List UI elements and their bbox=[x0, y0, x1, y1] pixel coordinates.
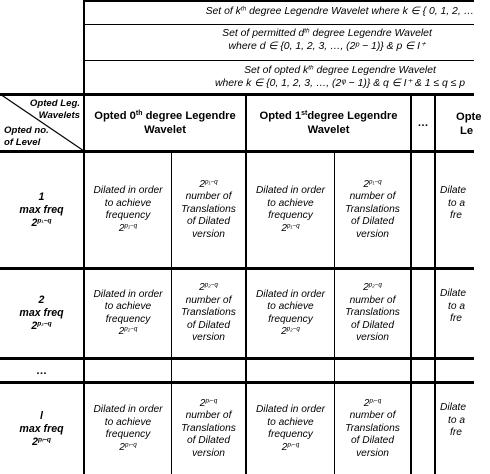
dilated-text: Dilated in order bbox=[255, 288, 326, 300]
column-header-1: Opted 1stdegree Legendre Wavelet bbox=[259, 110, 398, 136]
dilated-cell bbox=[85, 153, 171, 267]
translations-cell bbox=[172, 384, 245, 474]
translations-count-base: 2 bbox=[199, 397, 206, 409]
translations-count bbox=[364, 398, 381, 411]
translations-text: number of bbox=[349, 191, 396, 203]
translations-text: of Dilated bbox=[350, 319, 395, 331]
translations-text: version bbox=[192, 447, 225, 459]
dilated-frequency-exponent: p₁−q bbox=[124, 222, 138, 230]
level-cell bbox=[0, 384, 83, 474]
dilated-frequency-exponent: pₗ−q bbox=[124, 441, 137, 449]
translations-cell bbox=[335, 384, 410, 474]
dilated-text: Dilated in order bbox=[255, 404, 326, 415]
translations-text: Translations bbox=[345, 422, 400, 434]
corner-top-label: Opted Leg. Wavelets bbox=[29, 98, 80, 121]
translations-count-base: 2 bbox=[199, 282, 205, 294]
dilated-text: to achieve bbox=[267, 416, 314, 428]
translations-text: Translations bbox=[181, 422, 236, 434]
dilated-text: frequency bbox=[268, 429, 313, 440]
dilated-text: frequency bbox=[268, 210, 313, 221]
translations-count-base: 2 bbox=[363, 282, 369, 294]
level-freq-exponent: p₁−q bbox=[37, 216, 52, 224]
translations-count-base: 2 bbox=[199, 178, 205, 190]
dilated-frequency bbox=[281, 326, 300, 339]
dilated-cell bbox=[85, 270, 171, 357]
translations-text: version bbox=[356, 228, 389, 240]
level-freq-label: max freq bbox=[19, 203, 64, 216]
partial-cell bbox=[440, 185, 480, 223]
translations-text: version bbox=[192, 228, 225, 240]
dilated-text: frequency bbox=[105, 313, 151, 325]
dilated-cell bbox=[247, 153, 334, 267]
dilated-text: frequency bbox=[268, 313, 313, 325]
level-freq-label: max freq bbox=[19, 307, 64, 319]
level-freq-base: 2 bbox=[31, 216, 38, 229]
translations-cell bbox=[172, 153, 245, 267]
level-number: 2 bbox=[38, 294, 45, 306]
translations-count bbox=[200, 398, 217, 411]
partial-text-mid: to a bbox=[448, 414, 465, 426]
dilated-cell bbox=[85, 384, 171, 474]
translations-text: number of bbox=[349, 410, 396, 422]
level-freq-label: max freq bbox=[19, 422, 64, 435]
translations-text: Translations bbox=[345, 307, 400, 319]
dilated-frequency-base: 2 bbox=[118, 222, 125, 234]
translations-text: number of bbox=[185, 294, 232, 306]
translations-text: version bbox=[192, 332, 225, 344]
partial-text-top: Dilate bbox=[440, 288, 467, 299]
translations-text: Translations bbox=[181, 203, 236, 215]
translations-count bbox=[363, 179, 381, 192]
translations-text: of Dilated bbox=[350, 216, 395, 228]
row-ellipsis bbox=[0, 360, 83, 381]
partial-cell bbox=[440, 288, 480, 326]
translations-text: version bbox=[356, 447, 389, 459]
dilated-text: to achieve bbox=[267, 197, 314, 209]
row-ellipsis-mark: … bbox=[36, 364, 47, 377]
translations-text: of Dilated bbox=[186, 435, 231, 447]
dilated-text: to achieve bbox=[104, 301, 152, 312]
translations-text: number of bbox=[185, 410, 232, 422]
dilated-text: frequency bbox=[105, 429, 151, 440]
translations-cell bbox=[172, 270, 245, 357]
translations-count-exponent: p₂−q bbox=[368, 281, 382, 289]
dilated-cell bbox=[247, 384, 334, 474]
dilated-frequency-base: 2 bbox=[281, 326, 287, 337]
corner-bottom-label: Opted no. of Level bbox=[4, 125, 49, 148]
translations-text: Translations bbox=[345, 203, 400, 215]
dilated-frequency-base: 2 bbox=[281, 441, 288, 453]
translations-count bbox=[363, 282, 382, 295]
level-freq-exponent: p₂−q bbox=[37, 320, 52, 328]
partial-text-mid: to a bbox=[448, 197, 465, 209]
dilated-frequency-base: 2 bbox=[119, 441, 125, 453]
level-freq bbox=[31, 217, 51, 230]
partial-text-bottom: fre bbox=[450, 210, 462, 221]
dilated-frequency bbox=[281, 223, 299, 236]
translations-count-exponent: pₗ−q bbox=[205, 397, 218, 405]
translations-cell bbox=[335, 153, 410, 267]
level-cell bbox=[0, 270, 83, 357]
column-header-0: Opted 0th degree Legendre Wavelet bbox=[94, 110, 236, 136]
translations-text: Translations bbox=[181, 307, 236, 319]
level-freq bbox=[31, 320, 51, 333]
dilated-frequency-exponent: p₂−q bbox=[286, 325, 300, 333]
translations-text: of Dilated bbox=[350, 435, 395, 447]
dilated-text: to achieve bbox=[104, 197, 152, 209]
header-row-1: Set of $k^{th}$ degree Legendre Wavelet where k ∈ { 0, 1, 2, … bbox=[205, 5, 474, 17]
dilated-frequency bbox=[282, 442, 299, 455]
translations-cell bbox=[335, 270, 410, 357]
level-freq-base: 2 bbox=[32, 435, 38, 448]
dilated-text: to achieve bbox=[104, 416, 152, 428]
translations-count bbox=[199, 179, 217, 192]
level-freq-base: 2 bbox=[31, 320, 38, 332]
translations-count bbox=[199, 282, 218, 295]
level-number: 1 bbox=[38, 190, 45, 203]
dilated-cell bbox=[247, 270, 334, 357]
partial-text-top: Dilate bbox=[440, 402, 467, 413]
translations-text: of Dilated bbox=[186, 216, 231, 228]
partial-text-bottom: fre bbox=[450, 313, 462, 324]
translations-text: number of bbox=[349, 294, 396, 306]
dilated-frequency-exponent: pₗ−q bbox=[287, 441, 300, 449]
dilated-frequency bbox=[119, 223, 137, 236]
dilated-text: Dilated in order bbox=[255, 185, 326, 196]
translations-count-exponent: p₁−q bbox=[368, 178, 382, 186]
dilated-frequency-exponent: p₂−q bbox=[124, 325, 138, 333]
dilated-text: Dilated in order bbox=[93, 288, 163, 300]
dilated-frequency-base: 2 bbox=[118, 326, 125, 337]
dilated-frequency-exponent: p₁−q bbox=[286, 222, 300, 230]
partial-text-bottom: fre bbox=[450, 427, 462, 438]
level-cell bbox=[0, 153, 83, 267]
header-row-3: Set of opted $k^{th}$ degree Legendre Wavelet where k ∈ {0, 1, 2, 3, …, (2ᵠ − 1)} & q ∈ I⁺ & 1 ≤ q ≤ p bbox=[214, 64, 466, 89]
translations-count-base: 2 bbox=[363, 397, 370, 409]
dilated-text: to achieve bbox=[267, 301, 314, 312]
translations-text: version bbox=[356, 332, 389, 344]
partial-text-mid: to a bbox=[448, 300, 465, 312]
dilated-text: frequency bbox=[105, 210, 151, 221]
translations-count-exponent: pₗ−q bbox=[369, 397, 382, 405]
partial-text-top: Dilate bbox=[440, 185, 467, 196]
dilated-text: Dilated in order bbox=[93, 404, 163, 415]
translations-text: of Dilated bbox=[186, 319, 231, 331]
translations-count-exponent: p₁−q bbox=[204, 178, 218, 186]
column-header-partial: Opte Le bbox=[456, 111, 482, 137]
dilated-text: Dilated in order bbox=[93, 185, 163, 196]
level-freq-exponent: pₗ−q bbox=[37, 435, 51, 443]
dilated-frequency bbox=[119, 326, 138, 339]
level-freq bbox=[32, 436, 51, 449]
partial-cell bbox=[440, 402, 480, 440]
translations-count-base: 2 bbox=[363, 178, 369, 190]
dilated-frequency bbox=[119, 442, 136, 455]
header-row-2: Set of permitted $d^{th}$ degree Legendre Wavelet where d ∈ {0, 1, 2, 3, …, (2ᵖ − 1)} & p ∈ I⁺ bbox=[222, 27, 432, 52]
level-number: l bbox=[40, 409, 43, 422]
translations-text: number of bbox=[185, 191, 232, 203]
dilated-frequency-base: 2 bbox=[281, 222, 287, 234]
translations-count-exponent: p₂−q bbox=[204, 281, 218, 289]
column-header-ellipsis: … bbox=[417, 117, 429, 129]
